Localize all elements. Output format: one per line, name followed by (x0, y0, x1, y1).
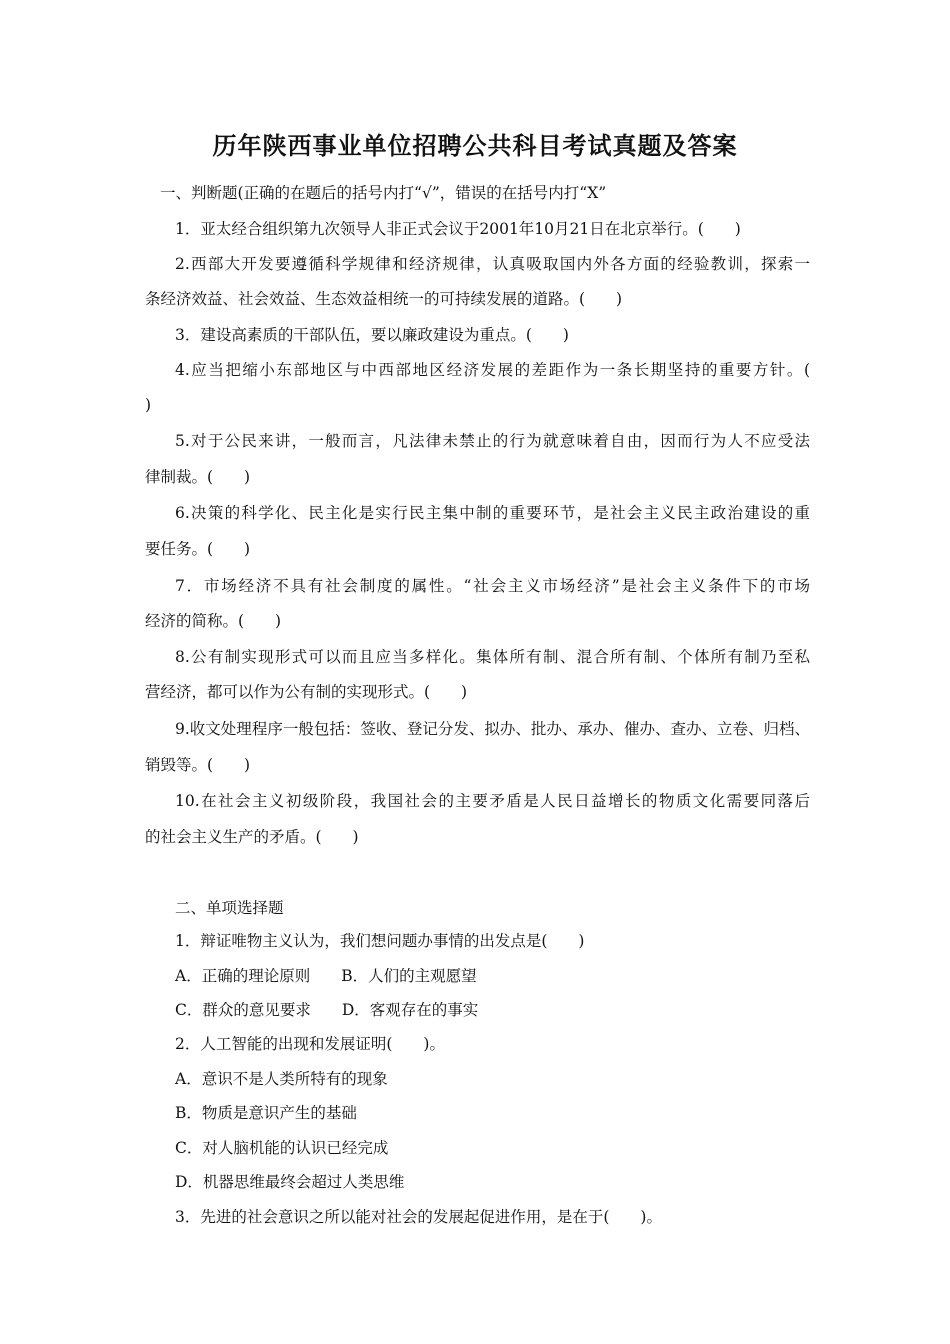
question-line: 要任务。( ) (145, 540, 251, 558)
option-line: C．对人脑机能的认识已经完成 (175, 1139, 389, 1157)
question-line: 9.收文处理程序一般包括：签收、登记分发、拟办、批办、承办、催办、查办、立卷、归档、 (175, 720, 810, 738)
question-line: 1．辩证唯物主义认为，我们想问题办事情的出发点是( ) (175, 932, 585, 950)
question-line: 8.公有制实现形式可以而且应当多样化。集体所有制、混合所有制、个体所有制乃至私 (175, 648, 810, 666)
question-line: 销毁等。( ) (145, 756, 251, 774)
question-line: 律制裁。( ) (145, 468, 251, 486)
question-line: 的社会主义生产的矛盾。( ) (145, 828, 359, 846)
question-line: 7．市场经济不具有社会制度的属性。“社会主义市场经济”是社会主义条件下的市场 (175, 577, 810, 595)
section2-heading: 二、单项选择题 (175, 899, 284, 917)
question-line: 4.应当把缩小东部地区与中西部地区经济发展的差距作为一条长期坚持的重要方针。( (175, 361, 810, 379)
option-line: A．意识不是人类所特有的现象 (175, 1070, 388, 1088)
question-line: 条经济效益、社会效益、生态效益相统一的可持续发展的道路。( ) (145, 290, 623, 308)
question-line: 5.对于公民来讲，一般而言，凡法律未禁止的行为就意味着自由，因而行为人不应受法 (175, 432, 810, 450)
question-line: 2．人工智能的出现和发展证明( )。 (175, 1035, 445, 1053)
question-line: 营经济，都可以作为公有制的实现形式。( ) (145, 683, 468, 701)
option-line: B．物质是意识产生的基础 (175, 1104, 357, 1122)
option-line: A．正确的理论原则 B．人们的主观愿望 (175, 967, 477, 985)
option-line: D．机器思维最终会超过人类思维 (175, 1173, 405, 1191)
question-line: 10.在社会主义初级阶段，我国社会的主要矛盾是人民日益增长的物质文化需要同落后 (175, 792, 810, 810)
question-line: 3．建设高素质的干部队伍，要以廉政建设为重点。( ) (175, 326, 569, 344)
question-line: 1．亚太经合组织第九次领导人非正式会议于2001年10月21日在北京举行。( ) (175, 220, 741, 238)
question-line: 3．先进的社会意识之所以能对社会的发展起促进作用，是在于( )。 (175, 1208, 662, 1226)
question-line: 6.决策的科学化、民主化是实行民主集中制的重要环节，是社会主义民主政治建设的重 (175, 504, 810, 522)
page-title: 历年陕西事业单位招聘公共科目考试真题及答案 (212, 131, 738, 160)
question-line: 2.西部大开发要遵循科学规律和经济规律，认真吸取国内外各方面的经验教训，探索一 (175, 255, 810, 273)
question-line: ) (145, 396, 152, 414)
section1-heading: 一、判断题(正确的在题后的括号内打“√”，错误的在括号内打“X” (160, 184, 607, 202)
option-line: C．群众的意见要求 D．客观存在的事实 (175, 1001, 479, 1019)
question-line: 经济的简称。( ) (145, 612, 282, 630)
